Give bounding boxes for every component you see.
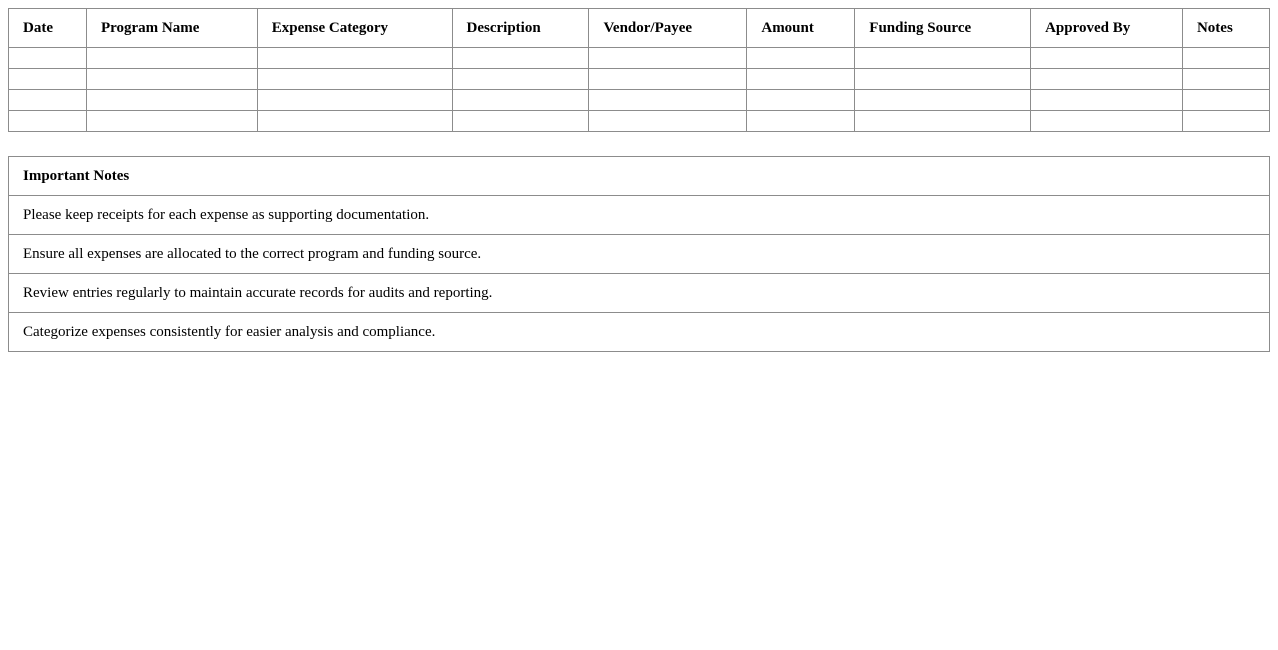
note-row [9,196,1270,235]
notes-header-row [9,157,1270,196]
table-cell[interactable] [86,48,257,69]
column-header-notes: Notes [1182,9,1269,48]
table-cell[interactable] [1182,111,1269,132]
table-cell[interactable] [452,48,589,69]
table-cell[interactable] [747,90,855,111]
note-item: Please keep receipts for each expense as supporting documentation. [9,196,1270,235]
column-header-vendor-payee: Vendor/Payee [589,9,747,48]
column-header-program-name: Program Name [86,9,257,48]
table-cell[interactable] [747,48,855,69]
column-header-date: Date [9,9,87,48]
column-header-expense-category: Expense Category [257,9,452,48]
note-row [9,274,1270,313]
table-cell[interactable] [9,90,87,111]
page-content [8,8,1270,352]
notes-title: Important Notes [9,157,1270,196]
expense-table-header [9,9,1270,48]
table-cell[interactable] [855,48,1031,69]
table-cell[interactable] [747,111,855,132]
column-header-funding-source: Funding Source [855,9,1031,48]
table-cell[interactable] [1182,48,1269,69]
note-item: Review entries regularly to maintain accurate records for audits and reporting. [9,274,1270,313]
note-row [9,235,1270,274]
table-cell[interactable] [855,90,1031,111]
expense-table-body [9,48,1270,132]
table-cell[interactable] [747,69,855,90]
table-row [9,90,1270,111]
table-cell[interactable] [1031,48,1183,69]
table-cell[interactable] [589,90,747,111]
notes-body [9,196,1270,352]
table-cell[interactable] [257,111,452,132]
table-row [9,69,1270,90]
table-cell[interactable] [589,111,747,132]
note-row [9,313,1270,352]
header-row [9,9,1270,48]
table-cell[interactable] [452,69,589,90]
column-header-amount: Amount [747,9,855,48]
expense-table [8,8,1270,132]
table-cell[interactable] [1182,69,1269,90]
table-cell[interactable] [257,90,452,111]
table-cell[interactable] [855,111,1031,132]
table-cell[interactable] [257,48,452,69]
note-item: Ensure all expenses are allocated to the correct program and funding source. [9,235,1270,274]
table-row [9,111,1270,132]
table-cell[interactable] [86,90,257,111]
table-cell[interactable] [452,90,589,111]
table-cell[interactable] [9,48,87,69]
table-cell[interactable] [257,69,452,90]
table-cell[interactable] [9,69,87,90]
notes-header [9,157,1270,196]
table-cell[interactable] [86,111,257,132]
table-cell[interactable] [589,69,747,90]
table-cell[interactable] [1182,90,1269,111]
table-cell[interactable] [1031,90,1183,111]
note-item: Categorize expenses consistently for easier analysis and compliance. [9,313,1270,352]
table-cell[interactable] [452,111,589,132]
table-cell[interactable] [589,48,747,69]
table-cell[interactable] [1031,111,1183,132]
table-cell[interactable] [86,69,257,90]
important-notes-table [8,156,1270,352]
column-header-description: Description [452,9,589,48]
table-cell[interactable] [855,69,1031,90]
table-cell[interactable] [9,111,87,132]
column-header-approved-by: Approved By [1031,9,1183,48]
table-row [9,48,1270,69]
table-cell[interactable] [1031,69,1183,90]
